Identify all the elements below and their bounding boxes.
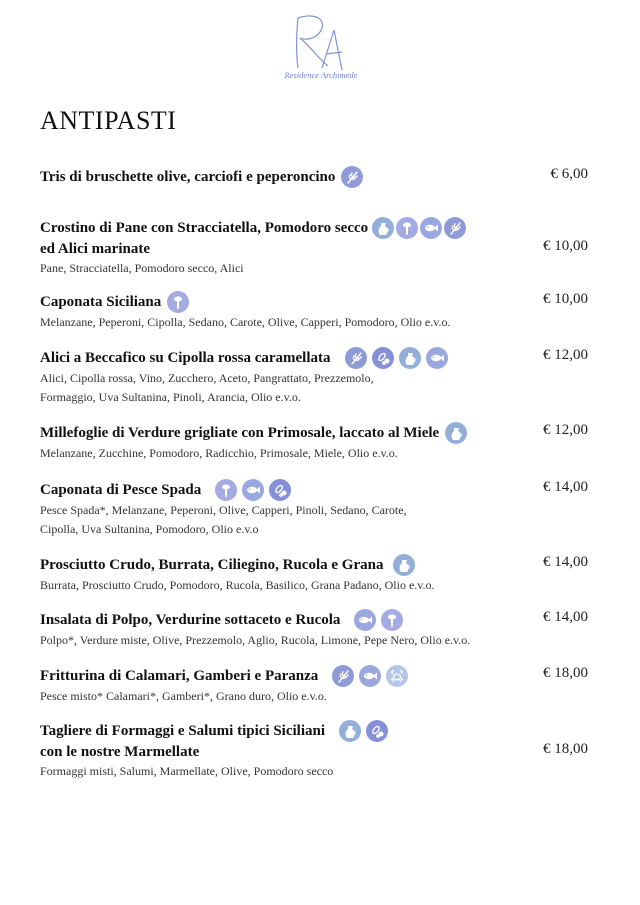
milk-icon (445, 422, 467, 444)
item-description-line2: Formaggio, Uva Sultanina, Pinoli, Arancia, Olio e.v.o. (40, 390, 301, 404)
item-name: Tagliere di Formaggi e Salumi tipici Siciliani (40, 723, 326, 739)
sulfites-icon (366, 720, 388, 742)
item-price: € 10,00 (543, 291, 588, 307)
item-name: Alici a Beccafico su Cipolla rossa caramellata (40, 350, 331, 366)
gluten-icon (345, 347, 367, 369)
item-description: Pesce Spada*, Melanzane, Peperoni, Olive, Capperi, Pinoli, Sedano, Carote, (40, 503, 407, 517)
item-name: Caponata Siciliana (40, 294, 162, 310)
item-price: € 18,00 (543, 665, 588, 681)
menu-item (40, 347, 588, 407)
item-name: Prosciutto Crudo, Burrata, Ciliegino, Rucola e Grana (40, 557, 384, 573)
section-title: ANTIPASTI (40, 106, 177, 135)
item-description: Polpo*, Verdure miste, Olive, Prezzemolo, Aglio, Rucola, Limone, Pepe Nero, Olio e.v.o. (40, 633, 471, 647)
item-description: Melanzane, Zucchine, Pomodoro, Radicchio, Primosale, Miele, Olio e.v.o. (40, 446, 398, 460)
item-price: € 10,00 (543, 238, 588, 254)
item-price: € 14,00 (543, 554, 588, 570)
item-name: Insalata di Polpo, Verdurine sottaceto e Rucola (40, 612, 341, 628)
milk-icon (393, 554, 415, 576)
item-price: € 6,00 (550, 166, 588, 182)
milk-icon (399, 347, 421, 369)
fish-icon (359, 665, 381, 687)
milk-icon (339, 720, 361, 742)
logo-text: Residence Archimede (284, 70, 358, 80)
menu-item (40, 291, 588, 332)
menu-item (40, 217, 588, 278)
menu-item (40, 554, 588, 595)
item-price: € 12,00 (543, 347, 588, 363)
item-description-line2: Cipolla, Uva Sultanina, Pomodoro, Olio e.v.o (40, 522, 259, 536)
item-description: Pesce misto* Calamari*, Gamberi*, Grano duro, Olio e.v.o. (40, 689, 327, 703)
fish-icon (426, 347, 448, 369)
sulfites-icon (269, 479, 291, 501)
item-name-line2: con le nostre Marmellate (40, 744, 200, 760)
menu-item (40, 422, 588, 463)
item-name: Crostino di Pane con Stracciatella, Pomodoro secco (40, 220, 369, 236)
celery-icon (215, 479, 237, 501)
item-name: Millefoglie di Verdure grigliate con Primosale, laccato al Miele (40, 425, 440, 441)
item-description: Pane, Stracciatella, Pomodoro secco, Alici (40, 261, 244, 275)
item-name: Fritturina di Calamari, Gamberi e Paranza (40, 668, 319, 684)
item-price: € 14,00 (543, 479, 588, 495)
celery-icon (396, 217, 418, 239)
milk-icon (372, 217, 394, 239)
celery-icon (167, 291, 189, 313)
menu-item (40, 720, 588, 781)
fish-icon (242, 479, 264, 501)
residence-archimede-logo (276, 8, 366, 86)
gluten-icon (341, 166, 363, 188)
sulfites-icon (372, 347, 394, 369)
item-price: € 12,00 (543, 422, 588, 438)
fish-icon (420, 217, 442, 239)
fish-icon (354, 609, 376, 631)
item-description: Burrata, Prosciutto Crudo, Pomodoro, Rucola, Basilico, Grana Padano, Olio e.v.o. (40, 578, 435, 592)
menu-item (40, 665, 588, 706)
gluten-icon (444, 217, 466, 239)
item-description: Alici, Cipolla rossa, Vino, Zucchero, Aceto, Pangrattato, Prezzemolo, (40, 371, 374, 385)
celery-icon (381, 609, 403, 631)
menu-item (40, 609, 588, 650)
item-description: Melanzane, Peperoni, Cipolla, Sedano, Carote, Olive, Capperi, Pomodoro, Olio e.v.o. (40, 315, 451, 329)
crustaceans-icon (386, 665, 408, 687)
menu-item (40, 479, 588, 539)
item-price: € 14,00 (543, 609, 588, 625)
item-name: Tris di bruschette olive, carciofi e peperoncino (40, 169, 336, 185)
item-price: € 18,00 (543, 741, 588, 757)
gluten-icon (332, 665, 354, 687)
item-name-line2: ed Alici marinate (40, 241, 150, 257)
item-name: Caponata di Pesce Spada (40, 482, 202, 498)
menu-item (40, 166, 588, 188)
item-description: Formaggi misti, Salumi, Marmellate, Olive, Pomodoro secco (40, 764, 334, 778)
